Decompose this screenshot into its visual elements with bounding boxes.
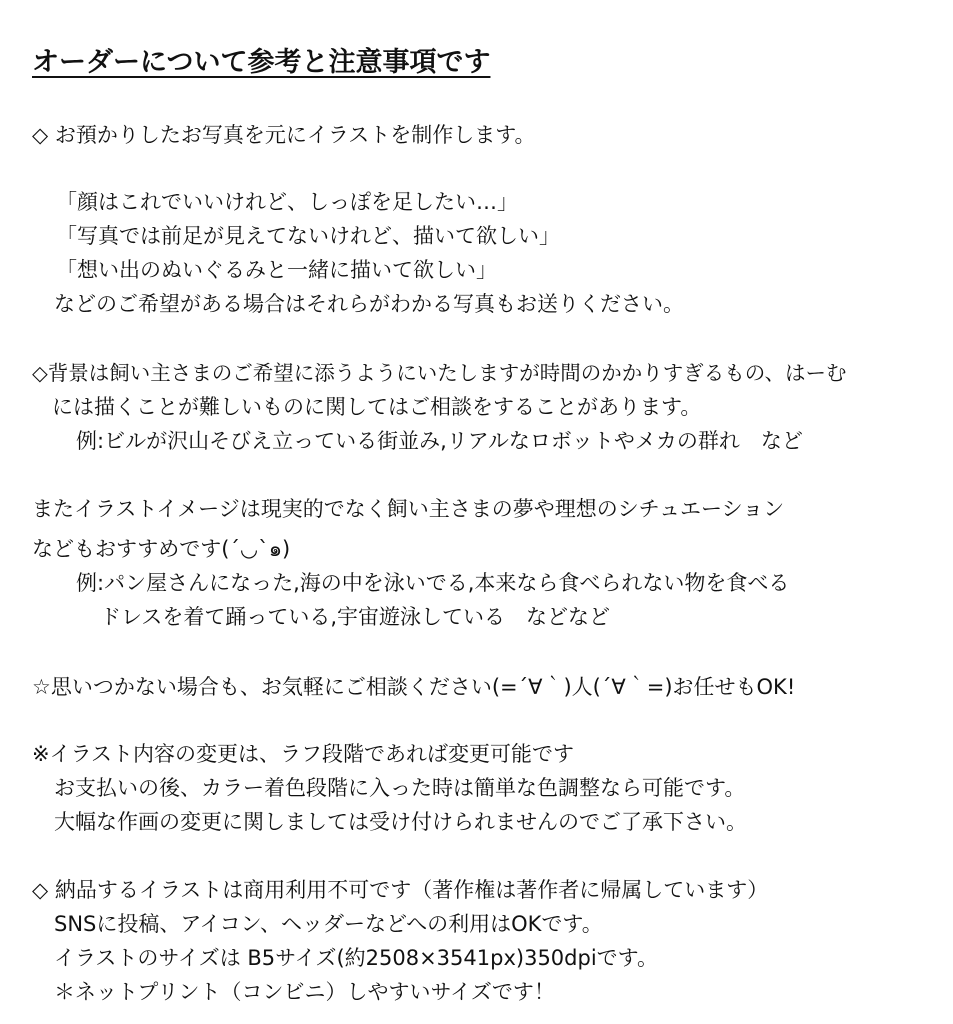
photo-quote-1: 「顔はこれでいいけれど、しっぽを足したい…」 xyxy=(56,190,518,214)
image-line-1: またイラストイメージは現実的でなく飼い主さまの夢や理想のシチュエーション xyxy=(32,497,785,521)
photo-quote-3: 「想い出のぬいぐるみと一緒に描いて欲しい」 xyxy=(56,258,497,282)
delivery-line-1: ◇ 納品するイラストは商用利用不可です（著作権は著作者に帰属しています） xyxy=(32,878,769,902)
delivery-line-4: ＊ネットプリント（コンビニ）しやすいサイズです！ xyxy=(54,980,555,1004)
delivery-line-3: イラストのサイズは B5サイズ(約2508×3541px)350dpiです。 xyxy=(54,946,658,970)
background-line-1: ◇背景は飼い主さまのご希望に添うようにいたしますが時間のかかりすぎるもの、はーむ xyxy=(32,361,847,385)
idea-line: ☆思いつかない場合も、お気軽にご相談ください(=´∀｀)人(´∀｀=)お任せもOK! xyxy=(32,675,796,699)
delivery-line-2: SNSに投稿、アイコン、ヘッダーなどへの利用はOKです。 xyxy=(54,912,603,936)
page-title: オーダーについて参考と注意事項です xyxy=(32,47,491,78)
image-example-2: ドレスを着て踊っている,宇宙遊泳している などなど xyxy=(100,605,611,629)
changes-line-1: ※イラスト内容の変更は、ラフ段階であれば変更可能です xyxy=(32,742,574,766)
photo-heading: ◇ お預かりしたお写真を元にイラストを制作します。 xyxy=(32,123,536,147)
photo-quote-2: 「写真では前足が見えてないけれど、描いて欲しい」 xyxy=(56,224,560,248)
background-line-2: には描くことが難しいものに関してはご相談をすることがあります。 xyxy=(52,395,702,419)
background-example: 例:ビルが沢山そびえ立っている街並み,リアルなロボットやメカの群れ など xyxy=(76,429,803,453)
image-example-1: 例:パン屋さんになった,海の中を泳いでる,本来なら食べられない物を食べる xyxy=(76,571,790,595)
image-line-2: などもおすすめです(´◡`๑) xyxy=(32,537,291,561)
changes-line-2: お支払いの後、カラー着色段階に入った時は簡単な色調整なら可能です。 xyxy=(54,776,746,800)
changes-line-3: 大幅な作画の変更に関しましては受け付けられませんのでご了承下さい。 xyxy=(54,810,747,834)
photo-note: などのご希望がある場合はそれらがわかる写真もお送りください。 xyxy=(54,292,684,316)
